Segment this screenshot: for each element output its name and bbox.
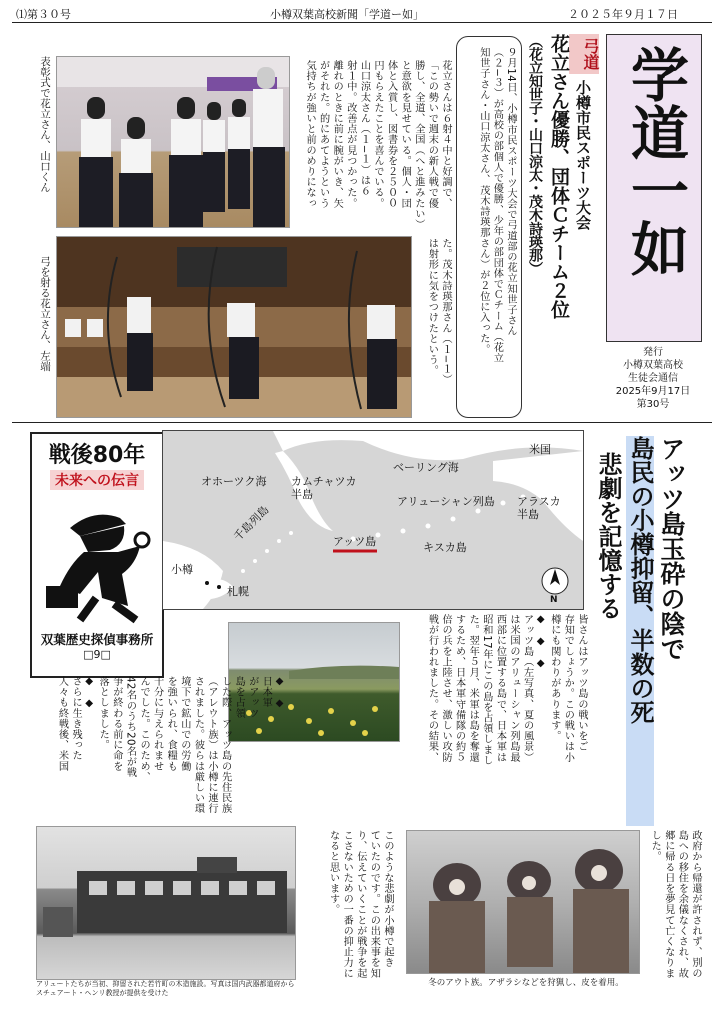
body-column: した際、アッツ島の先住民族 — [219, 676, 231, 814]
issue-line: 2025年9月17日 — [615, 386, 691, 397]
body-column: 人々も終戦後、米国 — [56, 676, 68, 772]
body-column: ていたのです。この出来事を知 — [368, 830, 380, 979]
lead-column: ９月14日、小樽市民スポーツ大会で弓道部の花立知世子さん — [505, 47, 516, 337]
map-label-kiska: キスカ島 — [423, 541, 467, 554]
body-column: 争が終わる前に命を — [110, 676, 122, 772]
map-label-chishima: 千島列島 — [231, 503, 272, 544]
series-title: 戦後80年 — [48, 443, 146, 468]
article2-body-d — [300, 830, 394, 996]
lead-column: 知世子さん・山口涼太さん、茂木詩瑛那さん）が２位に入った。 — [477, 47, 489, 355]
body-column: 勝し、全道、全国（へと進みたい） — [412, 60, 424, 230]
body-column: こさないための一番の抑止力に — [341, 830, 353, 979]
body-column: なると思います。 — [327, 830, 339, 915]
body-column: 気持ちが強いと前のめりになっ — [304, 60, 316, 209]
body-column: 昭和17年にこの島を占領しまし — [480, 614, 492, 766]
body-column: 樽にも関わりがあります。 — [548, 614, 560, 742]
body-column: 42名のうち20名が戦 — [124, 676, 136, 778]
aleutian-map — [162, 430, 584, 610]
article1-lead-box — [456, 36, 522, 418]
body-column: 島を占領 — [233, 676, 245, 719]
body-column: （アレウト族）は小樽に連行 — [206, 676, 218, 814]
body-column: は米国のアリューシャン列島最 — [508, 614, 520, 763]
body-column: アッツ島（左写真、夏の風景） — [521, 614, 533, 763]
body-column: 「この勢いで週末の新人戦で優 — [426, 60, 438, 209]
body-column: 日本軍 — [260, 676, 272, 708]
body-column: されました。彼らは厳しい環 — [192, 676, 204, 814]
body-column: 射１中。改善点が見つかった。 — [344, 60, 356, 209]
article2-body-c — [30, 676, 286, 822]
article1-body-bottom — [420, 238, 452, 416]
detective-icon — [40, 494, 154, 624]
body-column: した。 — [649, 830, 661, 862]
kyudo-label: 弓道 — [569, 34, 599, 74]
masthead-title: 学道一如 — [621, 45, 689, 277]
map-label-usa: 米国 — [529, 443, 551, 456]
article1-headline-1: 小樽市民スポーツ大会 — [574, 80, 592, 230]
archery-photo — [56, 236, 412, 418]
body-column: 皆さんはアッツ島の戦いをご — [576, 614, 587, 752]
detention-facility-photo — [36, 826, 296, 980]
article2-body-e — [642, 830, 702, 996]
article2-headline-2: 島民の小樽抑留、半数の死 — [626, 436, 654, 826]
body-column: 存知でしょうか。この戦いは小 — [562, 614, 574, 763]
header-paper-title: 小樽双葉高校新聞「学道ー如」 — [270, 8, 424, 21]
article1-headline-2: 花立さん優勝、団体Ｃチーム２位 — [548, 34, 570, 319]
series-org: 双葉歴史探偵事務所 — [40, 632, 154, 647]
body-column: 十分に与えられませ — [151, 676, 163, 772]
body-column: んでした。このため、 — [138, 676, 150, 782]
issue-line: 第30号 — [636, 399, 670, 410]
article2-body-a — [400, 614, 588, 822]
series-subtitle: 未来への伝言 — [50, 470, 144, 490]
body-column: 島への移住を余儀なくされ、故 — [676, 830, 688, 979]
map-label-bering: ベーリング海 — [393, 461, 459, 474]
map-label-alaska: アラスカ 半島 — [517, 495, 561, 521]
body-column: り、伝えていくことが戦争を起 — [354, 830, 366, 979]
body-column: ◆ ◆ — [274, 676, 285, 710]
body-column: 円もらえたことを喜んでいる。 — [372, 60, 384, 209]
article2-headline-1: アッツ島玉砕の陰で — [657, 436, 686, 661]
lead-column: （２−３）が高校の部個人で優勝、少年の部団体でＣチーム（花立 — [491, 47, 503, 364]
header-date: ２０２５年９月１７日 — [568, 8, 678, 21]
issue-line: 発行 — [643, 347, 663, 358]
body-column: 倍の兵を上陸させ、激しい攻防 — [440, 614, 452, 763]
masthead — [606, 34, 702, 342]
body-column: 郷に帰る日を夢見て亡くなりま — [662, 830, 674, 979]
article1-headline-3: （花立知世子・山口涼太・茂木詩瑛那） — [527, 34, 543, 276]
series-box — [30, 432, 164, 678]
issue-line: 生徒会通信 — [628, 373, 678, 384]
map-label-attu: アッツ島 — [333, 535, 377, 548]
body-column: 離れのときに前に腕がいき、矢 — [331, 60, 343, 209]
body-column: がアッツ — [246, 676, 258, 719]
series-number: □9□ — [83, 648, 111, 661]
body-column: 落としました。 — [97, 676, 109, 751]
award-ceremony-photo — [56, 56, 290, 228]
body-column: ◆ ◆ ◆ — [535, 614, 547, 670]
body-column: 西部に位置する島で、日本軍は — [494, 614, 506, 763]
body-column: さらに生き残った — [70, 676, 82, 761]
body-column: た。翌年５月、米軍は島を奪還 — [467, 614, 479, 763]
caption-aleut-winter: 冬のアウト族。アザラシなどを狩猟し、皮を着用。 — [428, 978, 624, 988]
map-label-aleutian: アリューシャン列島 — [397, 495, 495, 508]
map-label-kamchatka: カムチャツカ 半島 — [291, 475, 357, 501]
map-label-sapporo: 札幌 — [227, 585, 249, 598]
map-label-north: N — [550, 595, 558, 605]
body-column: 体と入賞し、図書券を２５００ — [385, 60, 397, 209]
body-column: た。茂木詩瑛那さん（１−１） — [440, 238, 451, 385]
body-column: このような悲劇が小樽で起き — [382, 830, 393, 968]
header-issue: ⑴第３０号 — [16, 8, 71, 21]
body-column: 山口涼太さん（１−１）は６ — [358, 60, 370, 197]
body-column: 戦が行われました。その結果、 — [426, 614, 438, 763]
body-column: 花立さんは６射４中と好調で、 — [440, 60, 451, 209]
caption-detention-facility: アリュートたちが当初、抑留された若竹町の木造施設。写真は国内武器都道府からスチュアート・ヘンリ教授が提供を受けた — [36, 980, 295, 997]
article1-body-top — [294, 60, 452, 228]
body-column: ◆ ◆ — [83, 676, 95, 710]
caption-archery: 弓を射る花立さん、左端 — [39, 256, 51, 372]
body-column: がそれた。的にあてようという — [317, 60, 329, 209]
map-label-otaru: 小樽 — [171, 563, 193, 576]
body-column: と意欲を見せている。個人・団 — [399, 60, 411, 209]
caption-award: 表彰式で花立さん、山口くん — [39, 56, 51, 193]
body-column: は射形に気をつけたという。 — [426, 238, 438, 376]
body-column: 政府から帰還が許されず、別の — [690, 830, 701, 979]
issue-line: 小樽双葉高校 — [623, 360, 683, 371]
article2-headline-3: 悲劇を記憶する — [594, 452, 622, 620]
body-column: 境下で鉱山での労働 — [178, 676, 190, 772]
body-column: を強いられ、食糧も — [165, 676, 177, 772]
article1-lead — [461, 47, 517, 409]
body-column: するため、日本軍守備隊の約５ — [453, 614, 465, 763]
issue-info — [606, 346, 700, 410]
map-label-okhotsk: オホーツク海 — [201, 475, 267, 488]
aleut-winter-photo — [406, 830, 640, 974]
